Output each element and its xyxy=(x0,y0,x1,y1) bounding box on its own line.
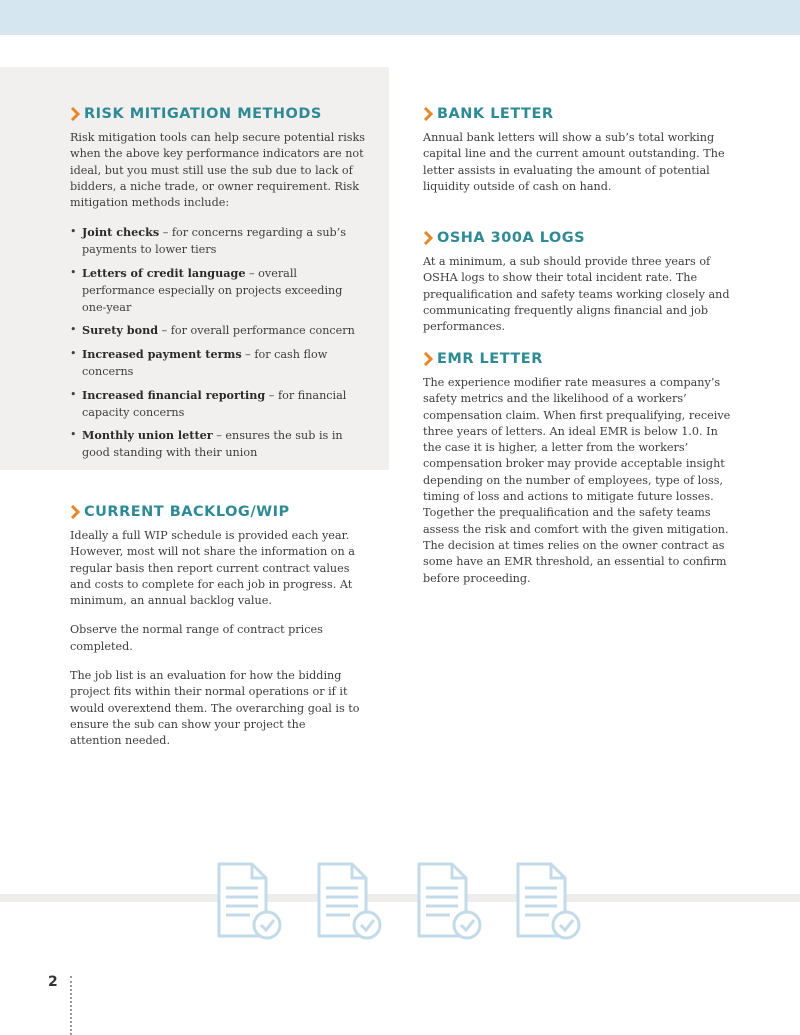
list-item-desc: – for financial capacity concerns xyxy=(82,388,347,419)
footer-divider xyxy=(0,894,800,902)
osha-title: OSHA 300A LOGS xyxy=(437,230,586,246)
emr-section xyxy=(423,351,733,600)
backlog-paragraph: Ideally a full WIP schedule is provided each year. However, most will not share the information on a regular basis then report current contract values and costs to complete for each job in progress. At minimum, an annual backlog value. xyxy=(70,529,355,608)
list-item xyxy=(70,224,370,259)
list-item-desc: – for cash flow concerns xyxy=(82,348,328,379)
top-band xyxy=(0,0,800,35)
bank-letter-heading xyxy=(423,106,733,122)
chevron-right-icon xyxy=(70,107,80,121)
osha-body: At a minimum, a sub should provide three years of OSHA logs to show their total incident rate. The prequalification and safety teams working closely and communicating frequently aligns financial and job performances. xyxy=(423,255,730,334)
list-item xyxy=(70,427,370,462)
risk-mitigation-list xyxy=(70,224,370,462)
page-number-dotted-rule xyxy=(70,976,72,1035)
list-item-term: Increased payment terms xyxy=(82,347,242,362)
list-item xyxy=(70,387,370,422)
list-item-desc: – overall performance especially on projects exceeding one-year xyxy=(82,267,343,314)
bank-letter-title: BANK LETTER xyxy=(437,106,554,122)
page-number: 2 xyxy=(48,974,58,990)
list-item-desc: – for concerns regarding a sub’s payments to lower tiers xyxy=(82,226,347,257)
emr-heading xyxy=(423,351,733,367)
list-item xyxy=(70,346,370,381)
list-item-desc: – ensures the sub is in good standing with their union xyxy=(82,429,343,460)
osha-heading xyxy=(423,230,733,246)
emr-body: The experience modifier rate measures a company’s safety metrics and the likelihood of a workers’ compensation claim. When first prequalifying, receive three years of letters. An ideal EMR is below 1.0. In the case it is higher, a letter from the workers’ compensation broker may provide acceptable insight depending on the number of employees, type of loss, timing of loss and actions to mitigate future losses. Together the prequalification and the safety teams assess the risk and comfort with the given mitigation. The decision at times relies on the owner contract as some have an EMR threshold, an essential to confirm before proceeding. xyxy=(423,376,731,585)
risk-mitigation-intro: Risk mitigation tools can help secure potential risks when the above key performance indicators are not ideal, but you must still use the sub due to lack of bidders, a niche trade, or owner requirement. Risk mitigation methods include: xyxy=(70,131,366,210)
list-item-desc: – for overall performance concern xyxy=(158,324,355,338)
list-item-term: Letters of credit language xyxy=(82,266,246,281)
document-check-icon xyxy=(216,862,284,944)
document-check-icon xyxy=(416,862,484,944)
emr-title: EMR LETTER xyxy=(437,351,543,367)
list-item-term: Joint checks xyxy=(82,225,160,240)
list-item xyxy=(70,265,370,316)
backlog-heading xyxy=(70,504,360,520)
chevron-right-icon xyxy=(423,107,433,121)
list-item xyxy=(70,322,370,340)
document-check-icon xyxy=(515,862,583,944)
chevron-right-icon xyxy=(70,505,80,519)
chevron-right-icon xyxy=(423,231,433,245)
backlog-title: CURRENT BACKLOG/WIP xyxy=(84,504,290,520)
bank-letter-body: Annual bank letters will show a sub’s total working capital line and the current amount outstanding. The letter assists in evaluating the amount of potential liquidity outside of cash on hand. xyxy=(423,131,725,193)
backlog-paragraph: The job list is an evaluation for how the bidding project fits within their normal operations or if it would overextend them. The overarching goal is to ensure the sub can show your project the attention needed. xyxy=(70,669,360,748)
risk-mitigation-section xyxy=(70,106,370,468)
osha-section xyxy=(423,230,733,348)
backlog-paragraph: Observe the normal range of contract prices completed. xyxy=(70,623,323,653)
chevron-right-icon xyxy=(423,352,433,366)
risk-mitigation-title: RISK MITIGATION METHODS xyxy=(84,106,322,122)
backlog-section xyxy=(70,504,360,763)
document-check-icon xyxy=(316,862,384,944)
list-item-term: Monthly union letter xyxy=(82,428,213,443)
risk-mitigation-heading xyxy=(70,106,370,122)
list-item-term: Surety bond xyxy=(82,323,159,338)
bank-letter-section xyxy=(423,106,733,208)
list-item-term: Increased financial reporting xyxy=(82,387,266,402)
